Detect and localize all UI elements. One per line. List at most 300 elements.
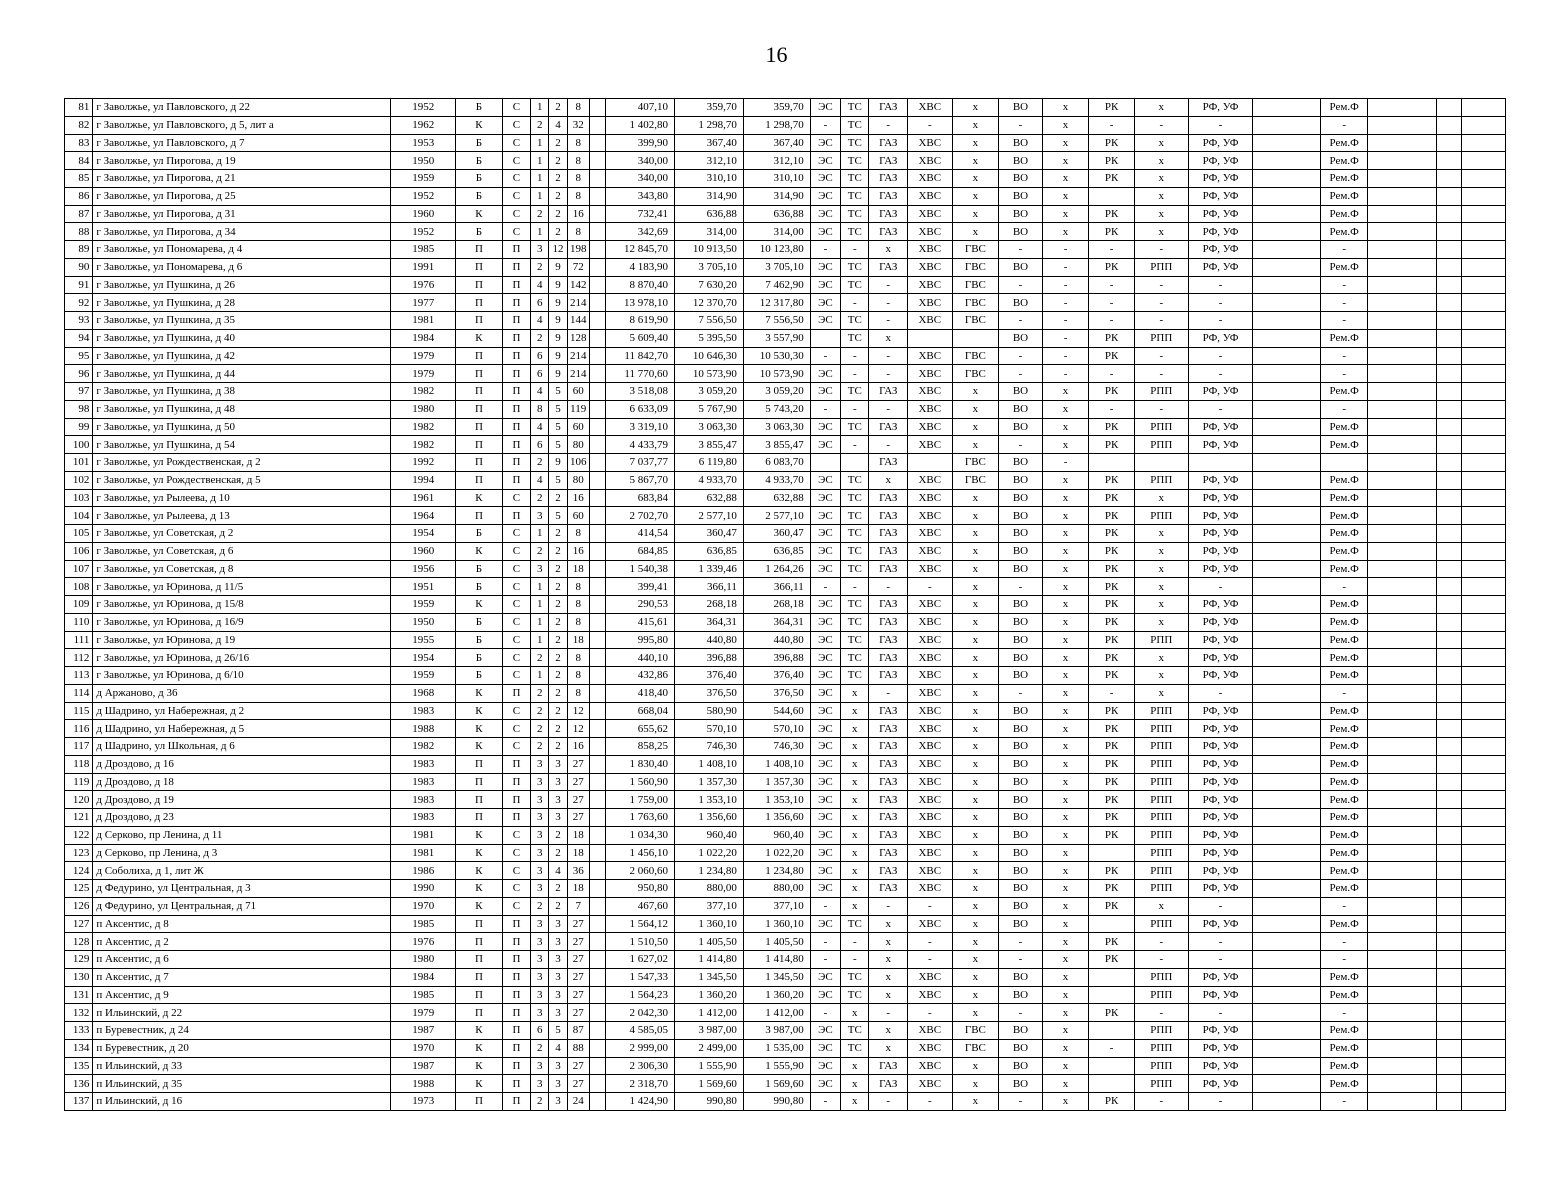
table-cell: - — [1089, 241, 1135, 259]
table-cell: 2 — [549, 649, 567, 667]
table-cell: ХВС — [907, 738, 952, 756]
table-cell: РК — [1089, 170, 1135, 188]
table-cell — [1253, 844, 1321, 862]
table-row — [65, 542, 1506, 560]
table-cell — [1253, 1075, 1321, 1093]
table-cell: 1 456,10 — [606, 844, 675, 862]
table-cell: 1988 — [391, 720, 456, 738]
table-cell: 27 — [567, 755, 589, 773]
table-cell: г Заволжье, ул Рылеева, д 10 — [93, 489, 391, 507]
table-cell — [589, 294, 605, 312]
table-cell: 27 — [567, 791, 589, 809]
table-cell: РК — [1089, 99, 1135, 117]
table-cell: ВО — [999, 809, 1043, 827]
table-cell: ВО — [999, 613, 1043, 631]
table-cell: ВО — [999, 99, 1043, 117]
table-row — [65, 862, 1506, 880]
table-cell: 8 — [567, 99, 589, 117]
table-cell: ЭС — [810, 489, 840, 507]
table-cell: 3 855,47 — [674, 436, 743, 454]
table-cell — [1462, 1093, 1506, 1111]
table-cell: 268,18 — [674, 596, 743, 614]
table-cell: х — [1042, 170, 1089, 188]
table-cell: 684,85 — [606, 542, 675, 560]
table-cell: 106 — [567, 454, 589, 472]
table-cell — [1462, 525, 1506, 543]
table-cell — [1253, 471, 1321, 489]
table-cell: С — [502, 738, 530, 756]
table-cell: 18 — [567, 631, 589, 649]
table-cell: д Серково, пр Ленина, д 3 — [93, 844, 391, 862]
table-cell: С — [502, 542, 530, 560]
table-cell — [1436, 667, 1461, 685]
table-cell: РФ, УФ — [1188, 791, 1253, 809]
table-cell — [1253, 329, 1321, 347]
table-cell: х — [1042, 436, 1089, 454]
table-cell: ХВС — [907, 134, 952, 152]
table-cell: П — [502, 968, 530, 986]
table-cell — [1436, 1039, 1461, 1057]
table-cell — [589, 1093, 605, 1111]
table-cell: 27 — [567, 986, 589, 1004]
table-cell: 27 — [567, 915, 589, 933]
table-cell: - — [999, 933, 1043, 951]
table-cell: С — [502, 862, 530, 880]
table-cell — [1462, 1057, 1506, 1075]
table-cell: х — [1042, 809, 1089, 827]
table-cell: 990,80 — [674, 1093, 743, 1111]
table-cell: ВО — [999, 400, 1043, 418]
table-row — [65, 826, 1506, 844]
table-cell — [1253, 933, 1321, 951]
table-cell: ХВС — [907, 880, 952, 898]
table-cell: ЭС — [810, 791, 840, 809]
table-cell: - — [1321, 933, 1368, 951]
table-cell: ХВС — [907, 347, 952, 365]
table-cell: Рем.Ф — [1321, 809, 1368, 827]
table-cell: - — [1134, 312, 1188, 330]
table-cell: Рем.Ф — [1321, 1057, 1368, 1075]
table-cell: ХВС — [907, 844, 952, 862]
table-cell: 1953 — [391, 134, 456, 152]
table-cell: - — [841, 951, 869, 969]
table-cell — [1253, 596, 1321, 614]
table-cell: РК — [1089, 596, 1135, 614]
table-cell — [1253, 418, 1321, 436]
table-cell: РФ, УФ — [1188, 134, 1253, 152]
table-cell: г Заволжье, ул Пирогова, д 25 — [93, 187, 391, 205]
table-row — [65, 684, 1506, 702]
table-cell: П — [502, 454, 530, 472]
table-cell: 377,10 — [674, 897, 743, 915]
table-cell: 7 037,77 — [606, 454, 675, 472]
table-cell: ГВС — [952, 1039, 999, 1057]
table-cell: ВО — [999, 667, 1043, 685]
table-cell: д Дроздово, д 23 — [93, 809, 391, 827]
table-cell: - — [1042, 294, 1089, 312]
table-cell: 8 — [567, 596, 589, 614]
table-cell: ВО — [999, 791, 1043, 809]
table-cell: 1954 — [391, 649, 456, 667]
table-cell: П — [502, 471, 530, 489]
table-cell: - — [1321, 1004, 1368, 1022]
table-cell: 108 — [65, 578, 93, 596]
table-cell: - — [810, 933, 840, 951]
table-cell: - — [869, 365, 908, 383]
table-cell: ХВС — [907, 383, 952, 401]
table-cell: х — [952, 418, 999, 436]
table-cell — [1367, 276, 1436, 294]
table-cell — [589, 684, 605, 702]
table-cell: 3 — [549, 755, 567, 773]
table-cell: 1 357,30 — [674, 773, 743, 791]
table-cell: г Заволжье, ул Пушкина, д 38 — [93, 383, 391, 401]
table-cell: РФ, УФ — [1188, 1022, 1253, 1040]
table-cell: д Аржаново, д 36 — [93, 684, 391, 702]
table-cell — [1367, 809, 1436, 827]
table-cell: С — [502, 170, 530, 188]
table-cell: 3 059,20 — [743, 383, 810, 401]
table-cell: 87 — [567, 1022, 589, 1040]
table-cell: К — [456, 738, 503, 756]
table-cell — [1253, 454, 1321, 472]
table-cell: 1 535,00 — [743, 1039, 810, 1057]
table-cell: РК — [1089, 258, 1135, 276]
table-cell: х — [1134, 152, 1188, 170]
table-cell: г Заволжье, ул Пушкина, д 35 — [93, 312, 391, 330]
table-cell: П — [456, 418, 503, 436]
table-cell: ВО — [999, 649, 1043, 667]
table-cell: 120 — [65, 791, 93, 809]
table-cell — [589, 631, 605, 649]
table-cell — [589, 99, 605, 117]
table-cell: 2 042,30 — [606, 1004, 675, 1022]
table-cell: 9 — [549, 276, 567, 294]
table-cell: 1 234,80 — [674, 862, 743, 880]
table-cell — [1367, 1039, 1436, 1057]
table-cell: х — [1042, 613, 1089, 631]
table-cell: 1 — [531, 631, 549, 649]
table-cell: ЭС — [810, 826, 840, 844]
table-cell: 314,90 — [743, 187, 810, 205]
table-cell — [1253, 880, 1321, 898]
table-cell: х — [952, 791, 999, 809]
table-cell: РФ, УФ — [1188, 205, 1253, 223]
table-cell — [1462, 915, 1506, 933]
table-cell: 9 — [549, 347, 567, 365]
table-row — [65, 170, 1506, 188]
table-cell: 100 — [65, 436, 93, 454]
table-cell — [1436, 294, 1461, 312]
table-cell: ВО — [999, 507, 1043, 525]
table-cell: ГАЗ — [869, 649, 908, 667]
table-cell: К — [456, 826, 503, 844]
table-cell: х — [952, 1093, 999, 1111]
table-cell: 32 — [567, 116, 589, 134]
table-cell — [589, 702, 605, 720]
table-cell: - — [999, 1004, 1043, 1022]
table-cell: К — [456, 720, 503, 738]
table-cell — [1367, 329, 1436, 347]
table-cell: 467,60 — [606, 897, 675, 915]
table-cell: Б — [456, 152, 503, 170]
table-cell: - — [841, 347, 869, 365]
table-cell: - — [1321, 1093, 1368, 1111]
table-cell — [1462, 631, 1506, 649]
table-cell — [1436, 897, 1461, 915]
table-cell: 3 059,20 — [674, 383, 743, 401]
table-cell: 1981 — [391, 844, 456, 862]
table-cell — [589, 418, 605, 436]
table-cell: ГАЗ — [869, 1057, 908, 1075]
table-cell: П — [456, 294, 503, 312]
table-cell: ВО — [999, 170, 1043, 188]
table-cell: РФ, УФ — [1188, 826, 1253, 844]
table-cell: 214 — [567, 347, 589, 365]
table-cell: РФ, УФ — [1188, 525, 1253, 543]
table-cell: П — [456, 471, 503, 489]
table-cell: П — [456, 986, 503, 1004]
table-cell: ЭС — [810, 773, 840, 791]
table-cell: ВО — [999, 880, 1043, 898]
table-cell: г Заволжье, ул Пушкина, д 26 — [93, 276, 391, 294]
table-cell: 414,54 — [606, 525, 675, 543]
table-cell: 3 — [549, 1075, 567, 1093]
table-cell: ХВС — [907, 436, 952, 454]
table-cell: РК — [1089, 951, 1135, 969]
table-cell: п Аксентис, д 7 — [93, 968, 391, 986]
table-cell: П — [502, 933, 530, 951]
table-cell: 144 — [567, 312, 589, 330]
table-cell: 87 — [65, 205, 93, 223]
table-cell — [1367, 951, 1436, 969]
table-cell: 2 — [549, 844, 567, 862]
table-cell: 8 — [567, 578, 589, 596]
table-cell — [1462, 489, 1506, 507]
table-cell: 9 — [549, 294, 567, 312]
table-cell: 2 — [549, 223, 567, 241]
table-row — [65, 471, 1506, 489]
table-cell — [589, 844, 605, 862]
table-cell — [1253, 667, 1321, 685]
table-cell: К — [456, 116, 503, 134]
table-cell — [1462, 844, 1506, 862]
table-cell: 1980 — [391, 400, 456, 418]
table-cell: 72 — [567, 258, 589, 276]
table-cell: 3 987,00 — [674, 1022, 743, 1040]
table-cell: ТС — [841, 986, 869, 1004]
table-cell: ХВС — [907, 862, 952, 880]
table-cell: - — [1188, 312, 1253, 330]
table-cell — [1462, 986, 1506, 1004]
table-cell: 8 619,90 — [606, 312, 675, 330]
table-cell: 683,84 — [606, 489, 675, 507]
table-cell — [1436, 1057, 1461, 1075]
table-cell: П — [502, 347, 530, 365]
table-cell: - — [1321, 578, 1368, 596]
table-cell: д Серково, пр Ленина, д 11 — [93, 826, 391, 844]
table-cell — [1367, 613, 1436, 631]
table-cell: РФ, УФ — [1188, 613, 1253, 631]
table-cell: РПП — [1134, 702, 1188, 720]
table-cell — [1436, 205, 1461, 223]
table-cell: 1 — [531, 596, 549, 614]
table-cell: 8 — [567, 684, 589, 702]
table-cell: 1 414,80 — [674, 951, 743, 969]
table-cell: 1 356,60 — [743, 809, 810, 827]
table-cell: х — [952, 862, 999, 880]
table-cell: ВО — [999, 134, 1043, 152]
table-cell: х — [1042, 755, 1089, 773]
table-cell: 1 360,10 — [674, 915, 743, 933]
table-cell: - — [1134, 1093, 1188, 1111]
table-cell: х — [1042, 596, 1089, 614]
table-cell: п Ильинский, д 35 — [93, 1075, 391, 1093]
table-cell: РК — [1089, 667, 1135, 685]
table-cell: 2 — [549, 613, 567, 631]
table-cell: П — [502, 436, 530, 454]
table-cell: РК — [1089, 631, 1135, 649]
table-cell: С — [502, 826, 530, 844]
table-cell: - — [810, 116, 840, 134]
table-cell: 1990 — [391, 880, 456, 898]
table-cell: х — [1042, 134, 1089, 152]
table-cell: 4 — [549, 1039, 567, 1057]
table-cell: РК — [1089, 755, 1135, 773]
table-cell — [1253, 1039, 1321, 1057]
table-cell: - — [810, 951, 840, 969]
table-cell: ЭС — [810, 862, 840, 880]
table-cell: 117 — [65, 738, 93, 756]
table-cell: 2 — [549, 205, 567, 223]
table-cell: К — [456, 329, 503, 347]
table-cell — [1462, 968, 1506, 986]
table-cell: РК — [1089, 436, 1135, 454]
table-cell: х — [952, 649, 999, 667]
table-cell: РФ, УФ — [1188, 187, 1253, 205]
table-cell: х — [869, 968, 908, 986]
table-cell: РФ, УФ — [1188, 329, 1253, 347]
table-cell: 98 — [65, 400, 93, 418]
table-cell — [1089, 187, 1135, 205]
table-cell: 1 547,33 — [606, 968, 675, 986]
table-cell — [1367, 436, 1436, 454]
table-cell: д Шадрино, ул Школьная, д 6 — [93, 738, 391, 756]
table-cell: х — [869, 1022, 908, 1040]
table-cell: х — [841, 773, 869, 791]
table-cell: ГВС — [952, 241, 999, 259]
table-cell: 13 978,10 — [606, 294, 675, 312]
table-cell: х — [1042, 986, 1089, 1004]
table-cell: ВО — [999, 294, 1043, 312]
table-cell: х — [1042, 99, 1089, 117]
table-cell: ГАЗ — [869, 258, 908, 276]
table-cell: 407,10 — [606, 99, 675, 117]
table-cell: К — [456, 1057, 503, 1075]
table-cell: РПП — [1134, 880, 1188, 898]
table-cell: 1955 — [391, 631, 456, 649]
table-cell: РФ, УФ — [1188, 223, 1253, 241]
table-cell: - — [1188, 276, 1253, 294]
table-cell: 440,10 — [606, 649, 675, 667]
table-cell: РФ, УФ — [1188, 809, 1253, 827]
table-cell — [1436, 880, 1461, 898]
table-cell: 7 556,50 — [743, 312, 810, 330]
table-cell: П — [456, 383, 503, 401]
table-cell: 364,31 — [674, 613, 743, 631]
table-cell — [1436, 649, 1461, 667]
table-cell: РПП — [1134, 844, 1188, 862]
table-cell: ГАЗ — [869, 596, 908, 614]
table-cell: 5 743,20 — [743, 400, 810, 418]
table-cell: П — [502, 1075, 530, 1093]
table-cell — [1462, 596, 1506, 614]
table-cell: РК — [1089, 525, 1135, 543]
table-cell: К — [456, 205, 503, 223]
table-cell: 112 — [65, 649, 93, 667]
table-cell: 129 — [65, 951, 93, 969]
table-cell: 82 — [65, 116, 93, 134]
table-cell: РПП — [1134, 791, 1188, 809]
table-cell: 106 — [65, 542, 93, 560]
table-cell: х — [952, 720, 999, 738]
table-cell — [1462, 347, 1506, 365]
table-cell — [1436, 560, 1461, 578]
table-cell: ЭС — [810, 649, 840, 667]
table-cell — [1367, 880, 1436, 898]
table-cell: 376,50 — [674, 684, 743, 702]
table-row — [65, 241, 1506, 259]
table-cell: - — [1188, 1004, 1253, 1022]
table-cell: ТС — [841, 223, 869, 241]
table-cell: 1 424,90 — [606, 1093, 675, 1111]
table-cell: 1 564,23 — [606, 986, 675, 1004]
table-cell: К — [456, 596, 503, 614]
table-cell — [1436, 986, 1461, 1004]
table-cell — [1253, 1057, 1321, 1075]
table-cell — [1253, 205, 1321, 223]
table-cell: 5 — [549, 436, 567, 454]
table-cell — [1367, 489, 1436, 507]
table-cell — [841, 454, 869, 472]
table-cell: 3 — [531, 1075, 549, 1093]
table-cell: 1 569,60 — [674, 1075, 743, 1093]
table-cell: 1984 — [391, 329, 456, 347]
table-cell — [1253, 152, 1321, 170]
table-cell — [1253, 897, 1321, 915]
table-cell: ВО — [999, 631, 1043, 649]
table-cell: ТС — [841, 507, 869, 525]
table-cell: С — [502, 205, 530, 223]
table-cell: п Аксентис, д 6 — [93, 951, 391, 969]
table-cell: 1983 — [391, 702, 456, 720]
table-cell: 9 — [549, 312, 567, 330]
table-cell: 9 — [549, 454, 567, 472]
table-cell — [1367, 1075, 1436, 1093]
table-cell: 2 — [549, 880, 567, 898]
table-cell — [1462, 454, 1506, 472]
table-cell — [1436, 1004, 1461, 1022]
table-cell — [1436, 365, 1461, 383]
table-cell: ВО — [999, 897, 1043, 915]
table-cell — [1367, 791, 1436, 809]
table-cell — [1367, 258, 1436, 276]
table-cell — [1367, 418, 1436, 436]
table-cell: 2 — [549, 826, 567, 844]
table-cell: РФ, УФ — [1188, 862, 1253, 880]
table-cell: ГАЗ — [869, 525, 908, 543]
table-cell: х — [841, 755, 869, 773]
